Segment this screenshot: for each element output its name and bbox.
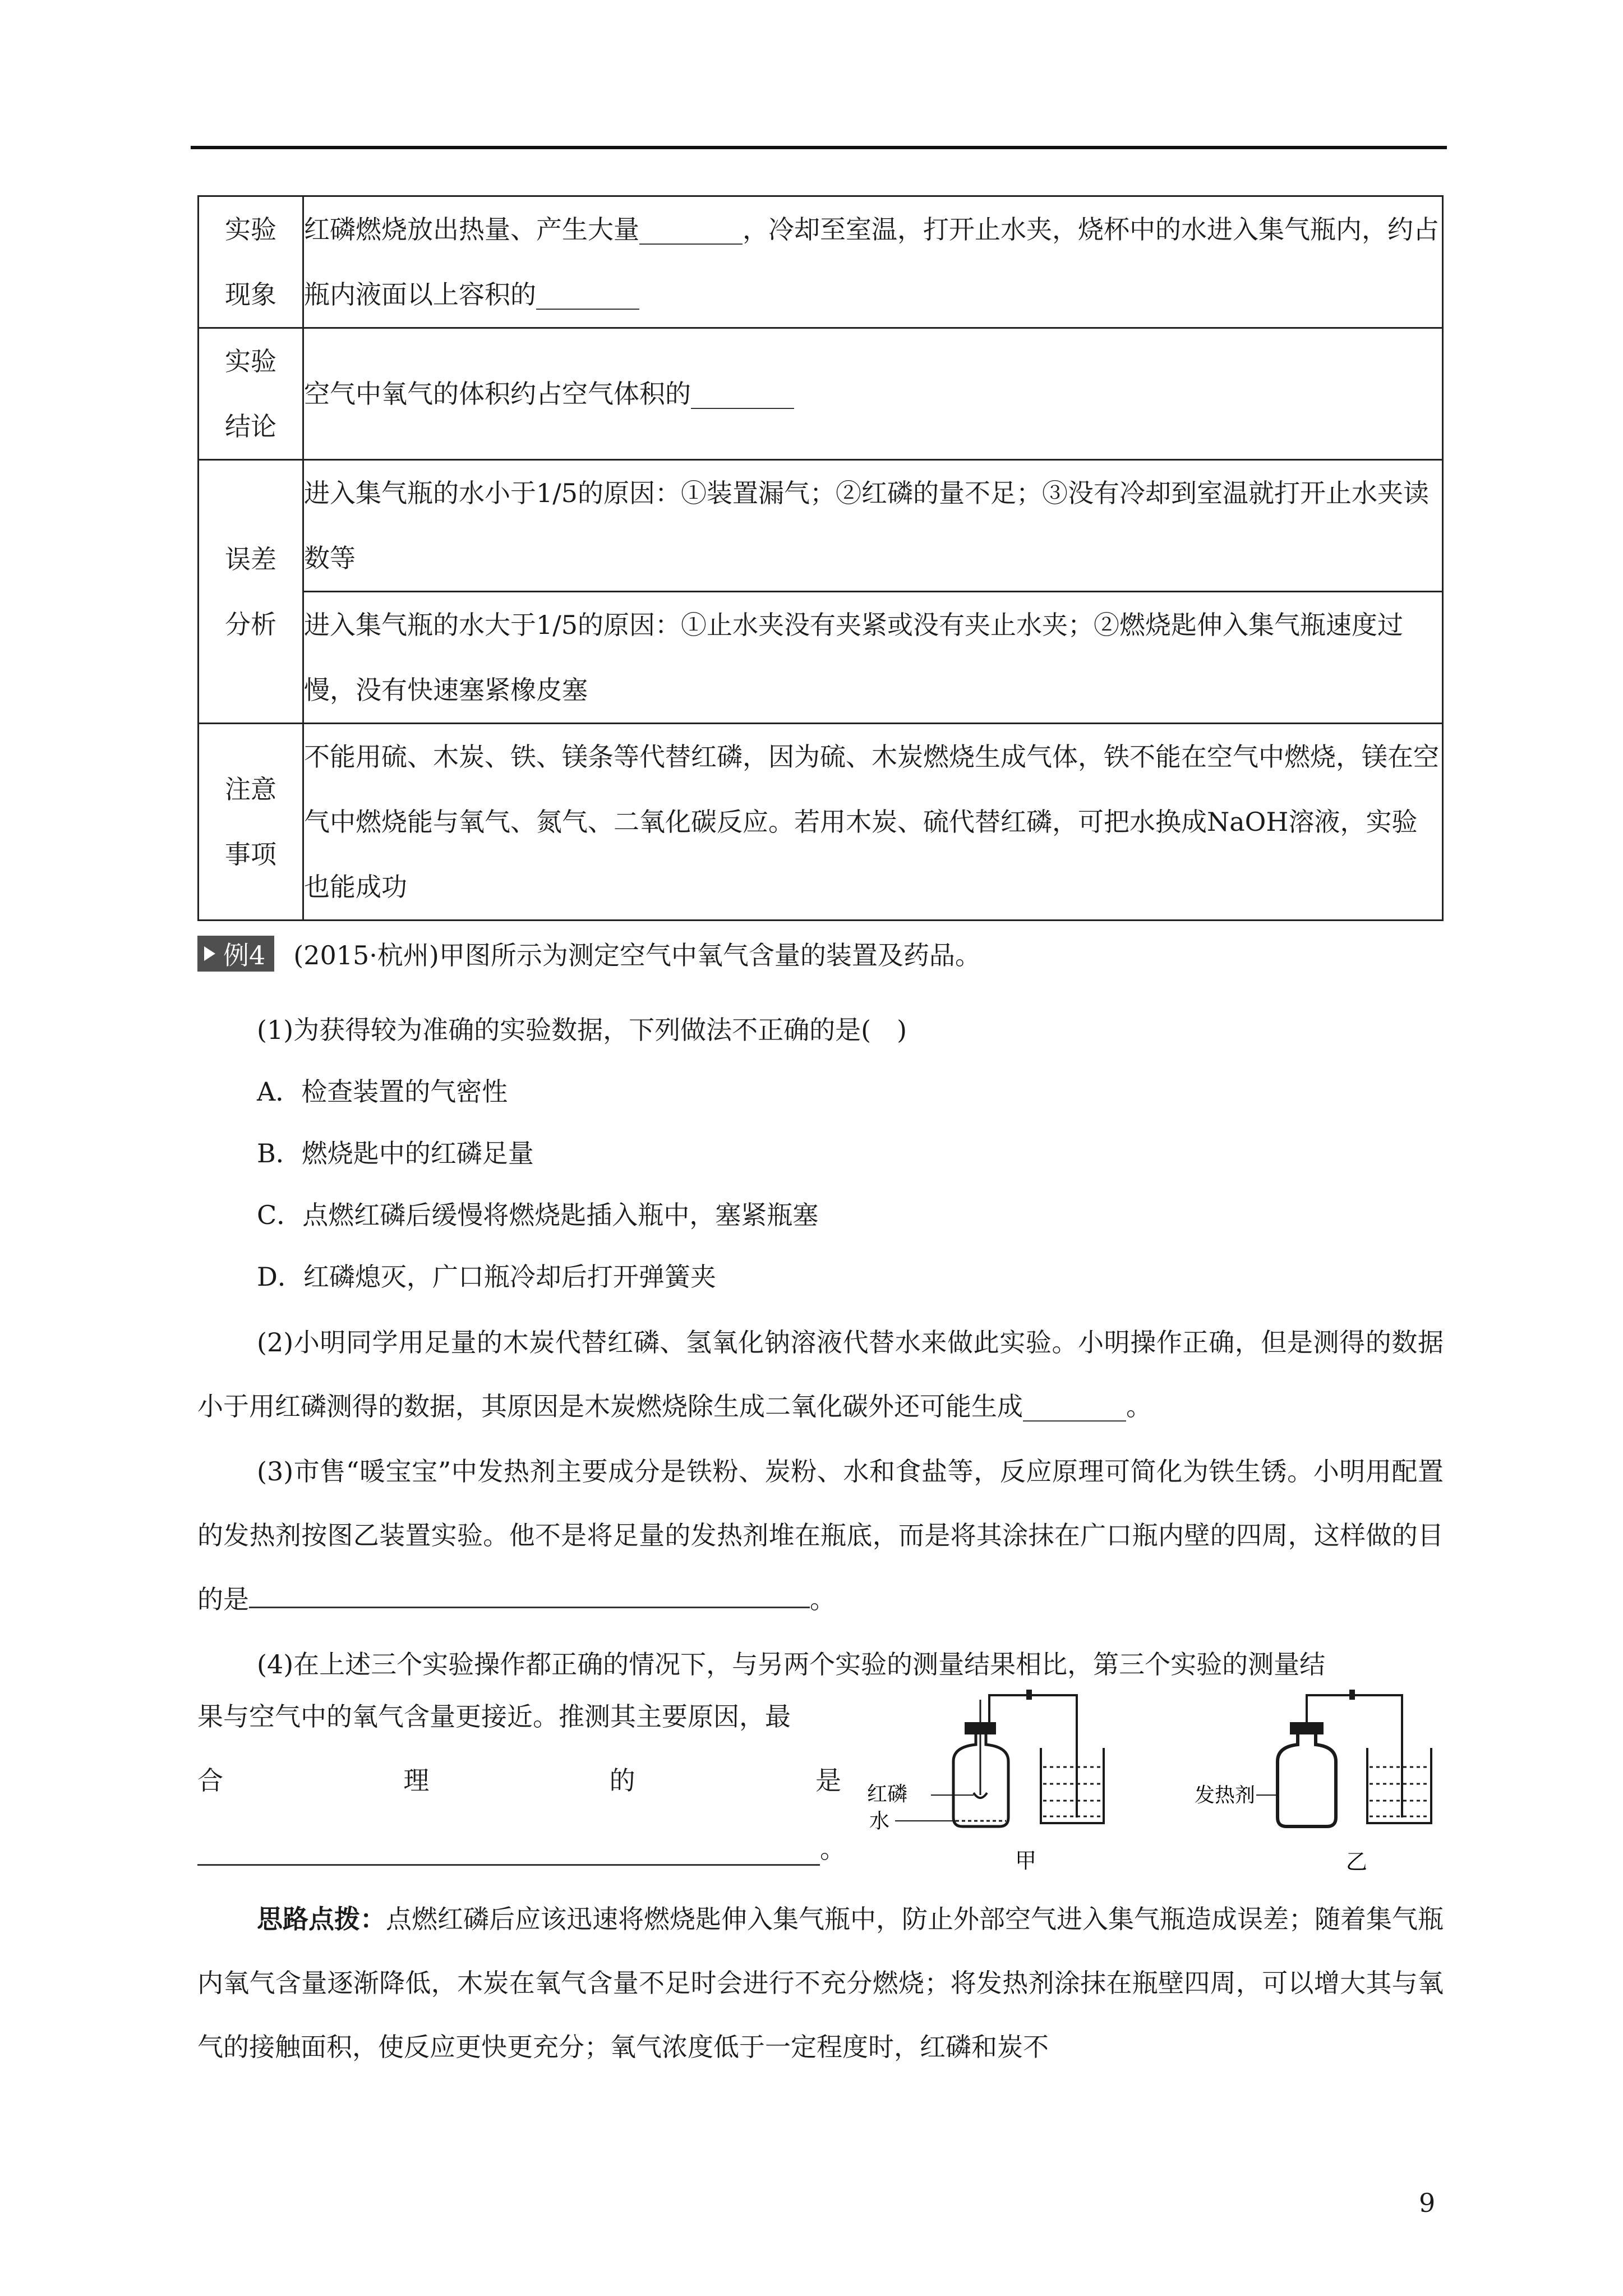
hint-label: 思路点拨：	[257, 1904, 386, 1934]
example-header	[197, 931, 981, 976]
table-row	[199, 724, 1443, 921]
option-b: B．燃烧匙中的红磷足量	[257, 1138, 534, 1168]
page-number: 9	[1419, 2188, 1436, 2218]
table-row	[199, 328, 1443, 460]
row-content: 红磷燃烧放出热量、产生大量________，冷却至室温，打开止水夹，烧杯中的水进入集气瓶内，约占瓶内液面以上容积的________	[303, 196, 1443, 328]
label-line: 实验	[225, 346, 276, 376]
label-line: 误差	[225, 544, 276, 574]
question-4-line1: (4)在上述三个实验操作都正确的情况下，与另两个实验的测量结果相比，第三个实验的测量结	[257, 1649, 1326, 1680]
question-4-line3	[197, 1760, 841, 1797]
label-phosphorus: 红磷	[867, 1783, 908, 1806]
glass-tube	[989, 1695, 1077, 1722]
wide-mouth-bottle	[1278, 1734, 1336, 1826]
clamp	[1349, 1690, 1355, 1700]
question-2: (2)小明同学用足量的木炭代替红磷、氢氧化钠溶液代替水来做此实验。小明操作正确，但是测得的数据小于用红磷测得的数据，其原因是木炭燃烧除生成二氧化碳外还可能生成________。	[197, 1327, 1444, 1421]
option-d: D．红磷熄灭，广口瓶冷却后打开弹簧夹	[257, 1262, 716, 1292]
spread-char: 合	[197, 1765, 223, 1796]
label-line: 结论	[225, 411, 276, 441]
question-1: (1)为获得较为准确的实验数据，下列做法不正确的是( )	[257, 1015, 907, 1045]
table-row	[199, 592, 1443, 724]
stopper	[1290, 1722, 1324, 1734]
example-badge-label: 例4	[223, 940, 266, 970]
row-label	[199, 460, 303, 724]
clamp	[1026, 1690, 1032, 1700]
question-4-end: 。	[820, 1834, 846, 1864]
option-c: C．点燃红磷后缓慢将燃烧匙插入瓶中，塞紧瓶塞	[257, 1200, 819, 1230]
question-4-answer	[197, 1829, 846, 1866]
spread-char: 是	[815, 1765, 841, 1796]
header-rule	[191, 146, 1447, 149]
row-content: 进入集气瓶的水大于1/5的原因：①止水夹没有夹紧或没有夹止水夹；②燃烧匙伸入集气瓶速度过慢，没有快速塞紧橡皮塞	[303, 592, 1443, 724]
beaker	[1041, 1748, 1104, 1823]
row-label	[199, 196, 303, 328]
spread-char: 理	[403, 1765, 430, 1796]
row-content: 空气中氧气的体积约占空气体积的________	[303, 328, 1443, 460]
row-content: 进入集气瓶的水小于1/5的原因：①装置漏气；②红磷的量不足；③没有冷却到室温就打开止水夹读数等	[303, 460, 1443, 592]
summary-table	[197, 195, 1444, 921]
label-line: 现象	[225, 279, 276, 310]
label-water: 水	[869, 1810, 890, 1833]
table-row	[199, 460, 1443, 592]
question-3	[197, 1439, 1444, 1631]
question-3-text: (3)市售“暖宝宝”中发热剂主要成分是铁粉、炭粉、水和食盐等，反应原理可简化为铁生锈。小明用配置的发热剂按图乙装置实验。他不是将足量的发热剂堆在瓶底，而是将其涂抹在广口瓶内壁的四周，这样做的目的是	[197, 1456, 1444, 1614]
answer-blank[interactable]	[197, 1842, 820, 1866]
label-heating-agent: 发热剂	[1195, 1784, 1256, 1807]
setup-yi	[1195, 1690, 1431, 1874]
label-line: 分析	[225, 609, 276, 639]
beaker	[1367, 1748, 1431, 1823]
row-label	[199, 328, 303, 460]
setup-jia	[867, 1690, 1104, 1873]
question-3-end: 。	[810, 1584, 836, 1614]
example-badge	[197, 936, 274, 972]
caption-jia: 甲	[1015, 1848, 1037, 1873]
hint-paragraph	[197, 1887, 1444, 2079]
spread-char: 的	[609, 1765, 635, 1796]
example-title: (2015·杭州)甲图所示为测定空气中氧气含量的装置及药品。	[293, 940, 981, 970]
label-line: 实验	[225, 214, 276, 245]
caption-yi: 乙	[1346, 1849, 1368, 1874]
label-line: 事项	[225, 839, 276, 869]
hint-text: 点燃红磷后应该迅速将燃烧匙伸入集气瓶中，防止外部空气进入集气瓶造成误差；随着集气瓶内氧气含量逐渐降低，木炭在氧气含量不足时会进行不充分燃烧；将发热剂涂抹在瓶壁四周，可以增大其与氧气的接触面积，使反应更快更充分；氧气浓度低于一定程度时，红磷和炭不	[197, 1904, 1444, 2062]
option-a: A．检查装置的气密性	[257, 1076, 508, 1107]
row-label	[199, 724, 303, 921]
answer-blank[interactable]	[249, 1584, 810, 1608]
table-row	[199, 196, 1443, 328]
row-content: 不能用硫、木炭、铁、镁条等代替红磷，因为硫、木炭燃烧生成气体，铁不能在空气中燃烧，镁在空气中燃烧能与氧气、氮气、二氧化碳反应。若用木炭、硫代替红磷，可把水换成NaOH溶液，实验也能成功	[303, 724, 1443, 921]
label-line: 注意	[225, 774, 276, 804]
apparatus-figure	[864, 1683, 1447, 1885]
question-4-line2: 果与空气中的氧气含量更接近。推测其主要原因，最	[197, 1701, 791, 1732]
play-icon	[204, 946, 215, 961]
